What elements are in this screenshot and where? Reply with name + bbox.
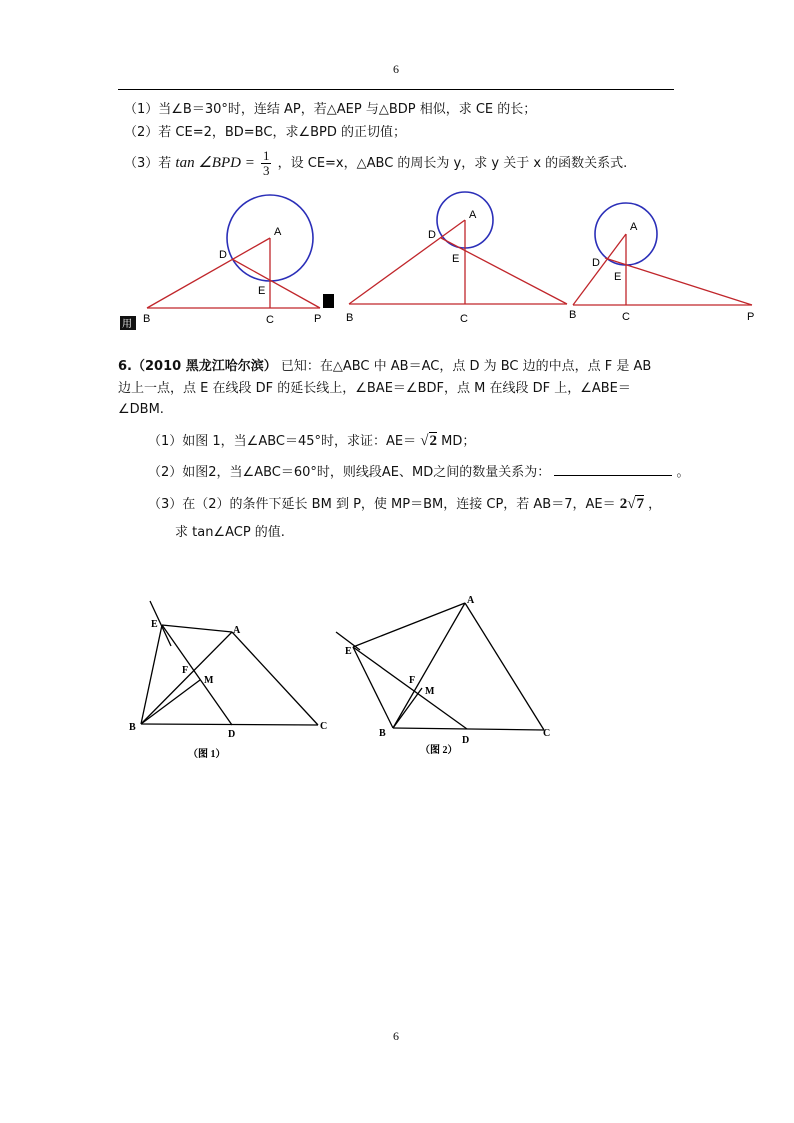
problem6-intro-1: 已知：在△ABC 中 AB＝AC，点 D 为 BC 边的中点，点 F 是 AB xyxy=(280,359,652,374)
margin-mark-text: 用 xyxy=(122,319,132,330)
label-C: C xyxy=(266,314,274,326)
figure6-2-line-BM xyxy=(393,688,422,728)
problem6-q2-end: 。 xyxy=(676,465,690,480)
problem5-q3-prefix: （3）若 xyxy=(124,156,172,171)
label-A: A xyxy=(467,595,475,606)
label-F: F xyxy=(409,675,416,686)
figure5-2-line-D xyxy=(441,238,567,304)
label-P: P xyxy=(747,311,755,323)
black-square-mark xyxy=(323,294,334,308)
figure5-2-line-BA xyxy=(349,220,465,304)
label-F: F xyxy=(182,665,189,676)
problem5-q2: （2）若 CE=2，BD=BC，求∠BPD 的正切值； xyxy=(124,125,407,140)
fraction-numerator: 1 xyxy=(262,148,270,163)
label-P: P xyxy=(314,313,322,325)
figure6-2-line-BC xyxy=(393,728,544,730)
problem5-figures xyxy=(0,0,794,340)
problem6-q1-sqrt: √2 xyxy=(420,433,438,449)
problem6-q1 xyxy=(148,432,475,451)
label-B: B xyxy=(346,312,354,324)
footer-page-number: 6 xyxy=(393,1029,399,1043)
label-A: A xyxy=(233,625,241,636)
figure5-3 xyxy=(569,203,754,323)
problem5-q3-tan: tan ∠BPD = xyxy=(175,155,255,171)
label-E: E xyxy=(258,285,266,297)
problem6-heading: 6.（2010 黑龙江哈尔滨） xyxy=(118,359,277,374)
label-B: B xyxy=(143,313,151,325)
fraction-denominator: 3 xyxy=(262,163,270,178)
figure6-2-line-AC xyxy=(465,603,544,730)
figure6-1-line-BA xyxy=(141,632,232,724)
figure6-1-caption: （图 1） xyxy=(188,749,226,760)
problem6-q2-text: （2）如图2，当∠ABC＝60°时，则线段AE、MD之间的数量关系为： xyxy=(148,465,551,480)
label-B: B xyxy=(379,728,386,739)
figure5-1-line-DP xyxy=(232,259,320,308)
label-E: E xyxy=(345,646,352,657)
figure6-1-line-EB xyxy=(141,625,162,724)
label-C: C xyxy=(320,721,328,732)
label-E: E xyxy=(614,271,622,283)
figure6-1-line-ED xyxy=(162,625,232,725)
problem6-q3 xyxy=(148,495,661,514)
label-E: E xyxy=(151,619,158,630)
answer-blank[interactable] xyxy=(554,463,672,476)
problem6-q1-prefix: （1）如图 1，当∠ABC＝45°时，求证：AE＝ xyxy=(148,434,417,449)
label-M: M xyxy=(204,675,214,686)
figure5-1 xyxy=(143,195,321,326)
figure6-2 xyxy=(336,603,544,730)
figure5-3-line-DP xyxy=(605,258,752,305)
label-A: A xyxy=(274,226,282,238)
problem5-q1: （1）当∠B＝30°时，连结 AP，若△AEP 与△BDP 相似，求 CE 的长； xyxy=(124,102,537,117)
problem6-figures xyxy=(0,580,794,780)
label-D: D xyxy=(219,249,227,261)
figure6-2-line-EB xyxy=(353,647,393,728)
figure6-2-labels xyxy=(345,595,550,756)
problem6-intro-line3: ∠DBM. xyxy=(118,402,164,417)
figure6-2-line-EA xyxy=(353,603,465,647)
figure6-1-line-AC xyxy=(232,632,318,725)
figure6-2-caption: （图 2） xyxy=(420,745,458,756)
label-E: E xyxy=(452,253,460,265)
figure6-1 xyxy=(141,601,318,725)
header-page-number: 6 xyxy=(393,62,399,76)
label-D: D xyxy=(428,229,436,241)
label-M: M xyxy=(425,686,435,697)
problem6-q3-line2: 求 tan∠ACP 的值. xyxy=(175,525,285,540)
figure6-2-line-BA xyxy=(393,603,465,728)
label-B: B xyxy=(129,722,136,733)
problem6-q2 xyxy=(148,463,690,482)
figure6-1-line-EA xyxy=(162,625,232,632)
label-D: D xyxy=(228,729,236,740)
label-C: C xyxy=(460,313,468,325)
figure5-1-line-BA xyxy=(147,238,270,308)
problem6-q1-suffix: MD； xyxy=(441,434,476,449)
label-B: B xyxy=(569,309,577,321)
label-C: C xyxy=(543,728,551,739)
figure5-3-line-BA xyxy=(573,234,626,305)
problem6-q3-prefix: （3）在（2）的条件下延长 BM 到 P，使 MP＝BM，连接 CP，若 AB＝7，AE＝ xyxy=(148,497,616,512)
problem6-q3-end: ， xyxy=(648,497,662,512)
figure6-1-line-BC xyxy=(141,724,318,725)
figure5-2 xyxy=(346,192,567,325)
problem6-intro-line2: 边上一点，点 E 在线段 DF 的延长线上，∠BAE＝∠BDF，点 M 在线段 DF 上，∠ABE＝ xyxy=(118,381,631,396)
figure6-2-line-ED xyxy=(353,647,467,729)
label-A: A xyxy=(469,209,477,221)
problem5-q3-suffix: ，设 CE=x，△ABC 的周长为 y，求 y 关于 x 的函数关系式. xyxy=(277,156,628,171)
label-C: C xyxy=(622,311,630,323)
label-D: D xyxy=(462,735,470,746)
problem6-intro-line1 xyxy=(118,358,651,376)
problem6-q3-expr: 2√7 xyxy=(619,496,644,512)
label-D: D xyxy=(592,257,600,269)
figure6-1-line-BM xyxy=(141,680,200,724)
label-A: A xyxy=(630,221,638,233)
